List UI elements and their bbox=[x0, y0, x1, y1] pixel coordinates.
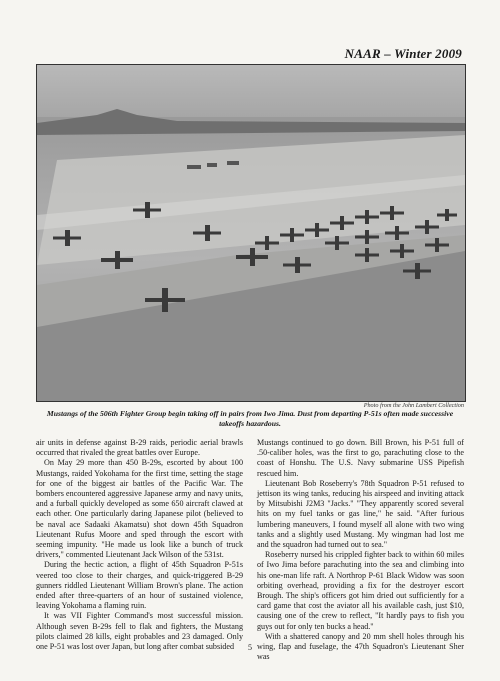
paragraph: During the hectic action, a flight of 45th Squadron P-51s veered too close to their charges, and quick-triggered B-29 gunners riddled Lieutenant William Brown's plane. The action ended after three-quarters of an hour of sustained violence, leaving Yokohama a flaming ruin. bbox=[36, 560, 243, 611]
paragraph: With a shattered canopy and 20 mm shell holes through his wing, flap and fuselage, the 47th Squadron's Lieutenant Sher was bbox=[257, 631, 464, 662]
photo-credit: Photo from the John Lambert Collection bbox=[363, 402, 464, 409]
paragraph: It was VII Fighter Command's most successful mission. Although seven B-29s fell to flak and fighters, the Mustang pilots claimed 28 kills, eight probables and 23 damaged. Only one P-51 was lost over Japan, but long after combat subsided bbox=[36, 611, 243, 652]
column-left bbox=[36, 438, 243, 652]
paragraph: air units in defense against B-29 raids, periodic aerial brawls occurred that rivaled the great battles over Europe. bbox=[36, 438, 243, 458]
photo-caption: Mustangs of the 506th Fighter Group begin taking off in pairs from Iwo Jima. Dust from departing P-51s often made successive takeoffs hazardous. bbox=[46, 409, 454, 428]
airfield-photo bbox=[36, 64, 466, 402]
page-header: NAAR – Winter 2009 bbox=[344, 46, 462, 61]
paragraph: Mustangs continued to go down. Bill Brown, his P-51 full of .50-caliber holes, was the first to go, parachuting close to the coast of Honshu. The U.S. Navy submarine USS Pipefish rescued him. bbox=[257, 438, 464, 478]
paragraph: Roseberry nursed his crippled fighter back to within 60 miles of Iwo Jima before parachuting into the sea and climbing into his one-man life raft. A Northrop P-61 Black Widow was soon orbiting overhead, providing a fix for the destroyer escort Brough. The ship's officers got him dried out sufficiently for a card game that cost the aviator all his available cash, just $10, causing one of the crew to reflect, "It hardly pays to fish you guys out for only ten bucks a head." bbox=[257, 550, 464, 631]
column-right bbox=[257, 438, 464, 662]
paragraph: On May 29 more than 450 B-29s, escorted by about 100 Mustangs, raided Yokohama for the first time, setting the stage for one of the biggest air battles of the Pacific War. The bombers encountered aggressive Japanese army and navy units, and a furball quickly developed as some 650 aircraft clawed at each other. One particularly daring Japanese pilot (believed to be naval ace Sadaaki Akamatsu) shot down 45th Squadron Lieutenant Rufus Moore and sped through the escort with seeming impunity. "He made us look like a bunch of truck drivers," commented Lieutenant Jack Wilson of the 531st. bbox=[36, 458, 243, 560]
article-body bbox=[36, 438, 464, 662]
page-number: 5 bbox=[248, 643, 252, 652]
paragraph: Lieutenant Bob Roseberry's 78th Squadron P-51 refused to jettison its wing tanks, reducing his airspeed and inviting attack by Mitsubishi J2M3 "Jacks." "They apparently scored several hits on my fuel tanks or gas line," he said. "After furious lumbering maneuvers, I found myself all alone with two wing tanks and a slightly used Mustang. My wingman had lost me and the squadron had turned out to sea." bbox=[257, 478, 464, 550]
